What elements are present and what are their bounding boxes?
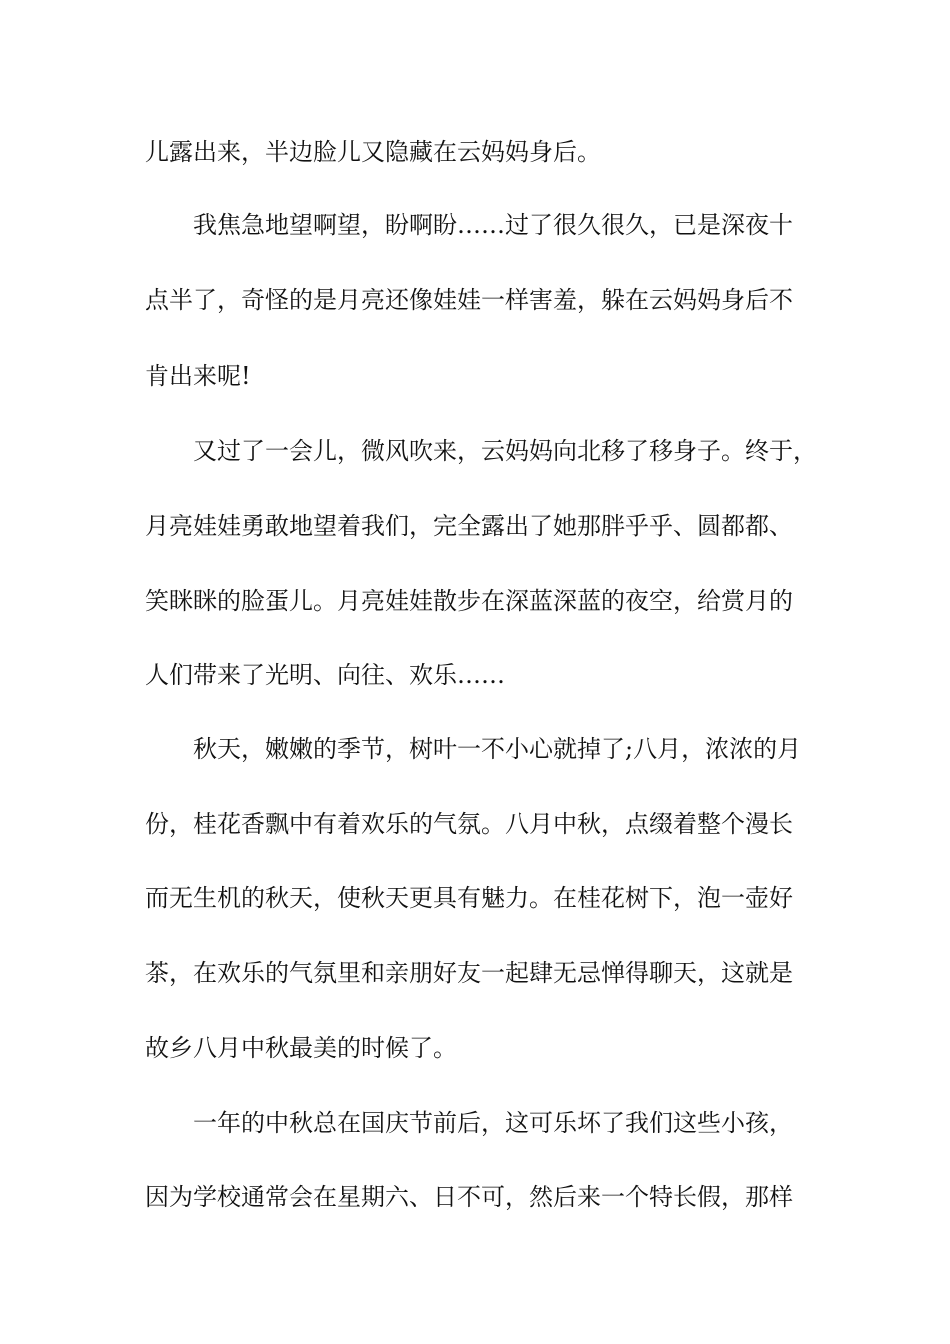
- text-line: 月亮娃娃勇敢地望着我们，完全露出了她那胖乎乎、圆都都、: [145, 512, 793, 540]
- text-line: 一年的中秋总在国庆节前后，这可乐坏了我们这些小孩，: [145, 1109, 793, 1137]
- text-line: 肯出来呢!: [145, 362, 251, 390]
- text-line: 人们带来了光明、向往、欢乐……: [145, 661, 505, 689]
- text-line: 份，桂花香飘中有着欢乐的气氛。八月中秋，点缀着整个漫长: [145, 810, 793, 838]
- text-line: 笑眯眯的脸蛋儿。月亮娃娃散步在深蓝深蓝的夜空，给赏月的: [145, 587, 793, 615]
- text-line: 又过了一会儿，微风吹来，云妈妈向北移了移身子。终于，: [145, 437, 817, 465]
- text-line: 我焦急地望啊望，盼啊盼……过了很久很久，已是深夜十: [145, 211, 793, 239]
- text-line: 儿露出来，半边脸儿又隐藏在云妈妈身后。: [145, 138, 601, 166]
- text-line: 秋天，嫩嫩的季节，树叶一不小心就掉了;八月，浓浓的月: [145, 735, 802, 763]
- text-line: 而无生机的秋天，使秋天更具有魅力。在桂花树下，泡一壶好: [145, 884, 793, 912]
- text-line: 故乡八月中秋最美的时候了。: [145, 1034, 457, 1062]
- text-line: 点半了，奇怪的是月亮还像娃娃一样害羞，躲在云妈妈身后不: [145, 286, 793, 314]
- text-line: 因为学校通常会在星期六、日不可，然后来一个特长假，那样: [145, 1183, 793, 1211]
- text-line: 茶，在欢乐的气氛里和亲朋好友一起肆无忌惮得聊天，这就是: [145, 959, 793, 987]
